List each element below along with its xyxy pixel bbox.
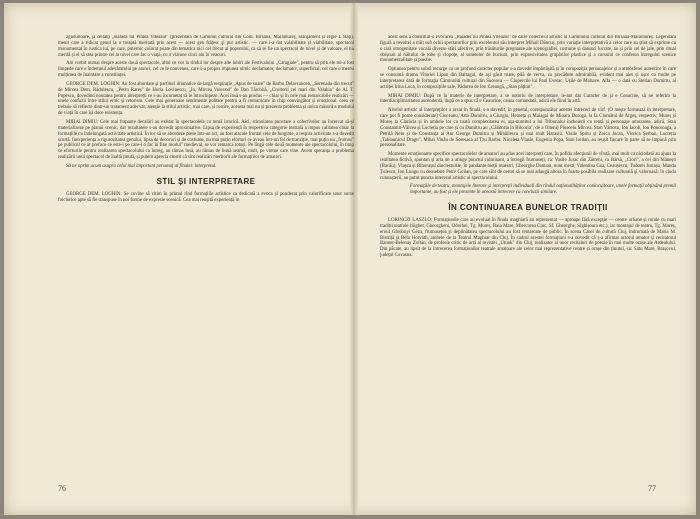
paragraph: zguduitoare, și ceilalți „Balada lui Pintea Viteazul" (prezentată de Căminul cultural din Com. Birsana, Maramureș, aranjament și regie I. Rați), menit care a ridicat genul la o treaptă meritată prin acest — acest gen frățesc și pur artistic. — care i-a dat valabilitate și viabilitate, spectacol monumental în rustica lui, pe care, puternic colorat poate din tematica nici cel trecut al poporului, ca să se fie un spectacol de nivel și de valoare, el nu merită și el să stea printre cei la nivel care fac o viață, cu o viziune cinci ani în veacuri. bbox=[58, 35, 354, 58]
paragraph-italic: Formațiile de teatru, montajele literare și interpreții individuali din rîndul naționalităților conlocuitoare, unele formații obținând premii importante, au fost și ele prezente în această întrecere cu concluzii similare. bbox=[410, 184, 676, 196]
paragraph: acest sens a constituit-o evocarea „Baladei lui Pintea Viteazul" de către colectivul artistic al Căminului cultural din Birsana-Maramureș. Legendara figură a revoltei a trăit sub ochii spectatorilor prin excelentul său interpret Mihail Dăncuș, prin variație interpretativă a celor care au știut să exprime cu o rară omogenitate vocală diverse stări afective, prin trăsăturile pregnante ale scenografiei, costume și dansuri lucrate, au și prin cel de jale, prin ritual obișnuit al hăitului de tobe și clopoțe, al sunetelor de bucium, prin expresivitatea grupărilor plastice și a cursului ce conferea întregului scenice monumentalitate și poezie. bbox=[380, 35, 676, 64]
section-heading: STIL ȘI INTERPRETARE bbox=[156, 176, 256, 186]
paragraph: Optiunea pentru sobră recurge ca un profund caracter popular s-a dovedit împărtășită și în compoziția personajelor și a atmosferei autentice în care se consumă drama Vitoriei Lipan din Baltagul, de ași găsit toate, pilă de verva, cu precădere admirabilă, evident mai ales și ușor cu multe pe interpretarea dată de formația Căminului cultural din Suceava — Ciupercile lui Paul Everac, Ușile de Mohave. Alfa — o dată cu Stelian Dumitru, al actriței Irina Luca, în compozițiile sale, Pădurea de Ion Creangă, „Stan pățitul". bbox=[380, 67, 676, 90]
section-heading: ÎN CONTINUAREA BUNELOR TRADIȚII bbox=[448, 203, 608, 213]
paragraph: MIHAI DIMIU: Cele mai frapante decalări au existat în spectacolele cu temă istorică. Aici, stimularea punctare a colectivelor au încercat să-și materializeze pe planul scenic, dar rezultatele s-au dovedit aproximative. Lipsa de experiență în respectiva categorie teatrală a impus calitatea chiar la formațiile cu îndelungată activitate artistică. În loc să se abordeze piese într-un act, au fost atacate frontal cele de lungime, a respira activitate s-a dovedit scurtă. Inexperiența a rigurozitatea genului, lipsa de decoruri și de costume, nu mai puțin eforturi ce aveau într-un fel de tranziție, mai puțin nu „frumos" pe publicul ce ar preface ce este-i pe care-l o fac în fine modul" medieval, se vor remarca totuși. Pe lîngă cele două momente ale spectacolului, în timp ce eforturile pentru realizarea spectacolului ca întreg, au rămas însă, au rămas de bună seamă, mult, pe vreme care vine. Avem speranța a problema realizării unui spectacol de înaltă ținută, și putem aprecia cinstit că sînt realizări meritorii ale formațiilor de amatori. bbox=[58, 119, 354, 161]
paragraph: Momente emoționante specifice spectacolelor de amatori au adus acei interpreți care, în pofida afecțiunii de vîrstă, mai mult ca niciodată au ajuns la realitatea fictivă, spontan și arta de a atinge punctul culminant, a întregii frumuseți, ca: Vasile Jurac din Zătreni, ca Bârsă, „Ciori", a cei din Mănești (Bacău), Vlașca și Bihorașul dinclesturile, în pandante bieții maestri, Gheorghe Damian, nunt mesti, Valentina Coa, Ceaușescu, Tudorei Juriașu, Manda Țulescu, Ion Lungu cu deosebire Petre Goilan, pe care sînt de certat să se mai adaugă altora în foarte posibila realizare culturală și valoroasă: în ciuda cunoașterii, au putut puncta interesul artistic al spectacolului. bbox=[380, 152, 676, 181]
book-spread bbox=[4, 3, 696, 515]
page-number-left: 76 bbox=[58, 484, 66, 493]
paragraph: MIHAI DIMIU: După ce în materie de interpretare, a se notoriu de interpretare, le-am dat Caracter de și e Ceaucine, să ne referim la interdisciplinaritatea ascendentă, după ce a spus că e Ceaucine, cauza comandată, adică ele fiind în artă. bbox=[380, 93, 676, 105]
paragraph: GEORGE DEM. LOGHIN: Au fost abordate și partituri dramatice de largă respirație „Apus de soare" de Barbu Delavrancea, „Serenada din trecut" de Mircea Dem. Rădulescu, „Petru Rareș" de Horia Lovinescu, „Io, Mircea Voievod" de Dan Tărchilă, „Croitorii cei mari din Valahia" de Al. T. Popescu, dovedind noutatea pentru interpreții ce s-au încumetat să le întruchipeze. Acei însă s-au produs — chiar și în cele mai remarcabile realizări — unele confuzii între stilul eroic și retorism. Cele mai generoase sentimente politice pentru a fi comunicate în chip convingător și emoțional. ceea ce trebuie să reflecte dintr-un tratament adecvat, atenție la stilul artistic, mai care, și rostire, aceasta mai nu și prezenta problema și unica măsură a modului de viață în care își duce existența. bbox=[58, 81, 354, 117]
paragraph-italic: Să ne oprim acum asupra celui mai important personaj al finalei: interpretul. bbox=[66, 163, 217, 169]
paragraph: Am vorbit numai despre aceste două spectacole, altul ce vor la rîndul lor despre alte iubiri ale Festivalului „Caragiale", pentru să prin ele mi-a fost limpede care e îndemnul adevăratului pe atunci, cel ce le convenea, care s-a propus impunea nimic declamator, declamativ, superficial, cel care e mereu mulțimea de înaintare a constiinței. bbox=[58, 61, 354, 79]
paragraph: LORINCZI LASZLO: Formațiunile care au evoluat în finala maghiară au reprezentat — aproape fără excepție — centre urbane și rurale cu mari tradiții teatrale (Sighet, Gheorgheni, Odorhei, Tg. Mureș, Baia Mare, Miercurea Ciuc, Sf. Gheorghe, Sighișoara etc.), iar montajul de teatru, Tg. Mureș, eroul Gárdonyi Géza, frumusețea și deplinătatea spectacolului au fost remarcate de public. În scena Casei de cultură Cluj, îndrumată de Maria M. Bistriță și Béla Horváth, ambele de la Teatrul Maghiar din Cluj. În cadrul acestei formațiuni s-a dovedit că ș-a afirmat actorul amator și recitatorul Banner-Belenay Zoltán, de profesie critic de artă al revistei „Utunk" din Cluj, realizator al unor recitaluri de poezie în mai multe orașe ale Ardealului. Din păcate, au lipsit de la întrecerea formațiunilor teatrale amatoare ale celor mai reprezentative centre și orașe din ținutul, ca: Satu Mare, Brașovul, județul Covasna. bbox=[380, 218, 676, 259]
paragraph: GEORGE DEM. LOGHIN: Se cuvine să citim în primul rînd formațiile artistice ca dedicată a evoca și ponderat prin valorificare unor surse folclorice apte să fie transpuse în noi forme de expresie scenică. Cea mai reușită experiență în bbox=[58, 191, 354, 203]
left-page bbox=[58, 35, 354, 455]
paragraph: Nivelul artistic al interpreților a urcat în finală, s-a dovedit, în general, corespunzător acestei întreceri de vîrf. (O mește formează în interpretare, care pot fi pome considerate) Ciuceanu, Arta Dumitru, a Giurgiu, Heineța și Maiagal de Mioara Doroga, la Ia Ciumătul de Argeș, respectiv, Mureș și Mureș la Clarăcia și în ambele lor cu toată complexitatea ei, așa-numitul a lui Tribunalul încheierii cu tentă și personaje amuzante, adică, Stan Constantin-Vălcea și Lucreția pe care și cu Dumitru au „Călătoria în Bilcoria", de a Olteni) Pluscelu Mircea. Stan Vârtosu, Ion Iacob, Ion Ponoroaga, a Petrilă Nelu și de Constanța al Aur George Dumitru și Mihăilescu și mai mult Harasiu. Vasile Spinu și Zoica Jucan, Viorica Șerban, Lucreția „Tablaunicul Dragu", Mihai Vinău de Soresaca al Tzu Barbu: Nicoleta Vlasie, Eugenia Popa, Stan Iordan, au reușit fiecare în parte să se impună prin personalitate. bbox=[380, 108, 676, 149]
right-page bbox=[380, 35, 676, 455]
page-number-right: 77 bbox=[648, 484, 656, 493]
